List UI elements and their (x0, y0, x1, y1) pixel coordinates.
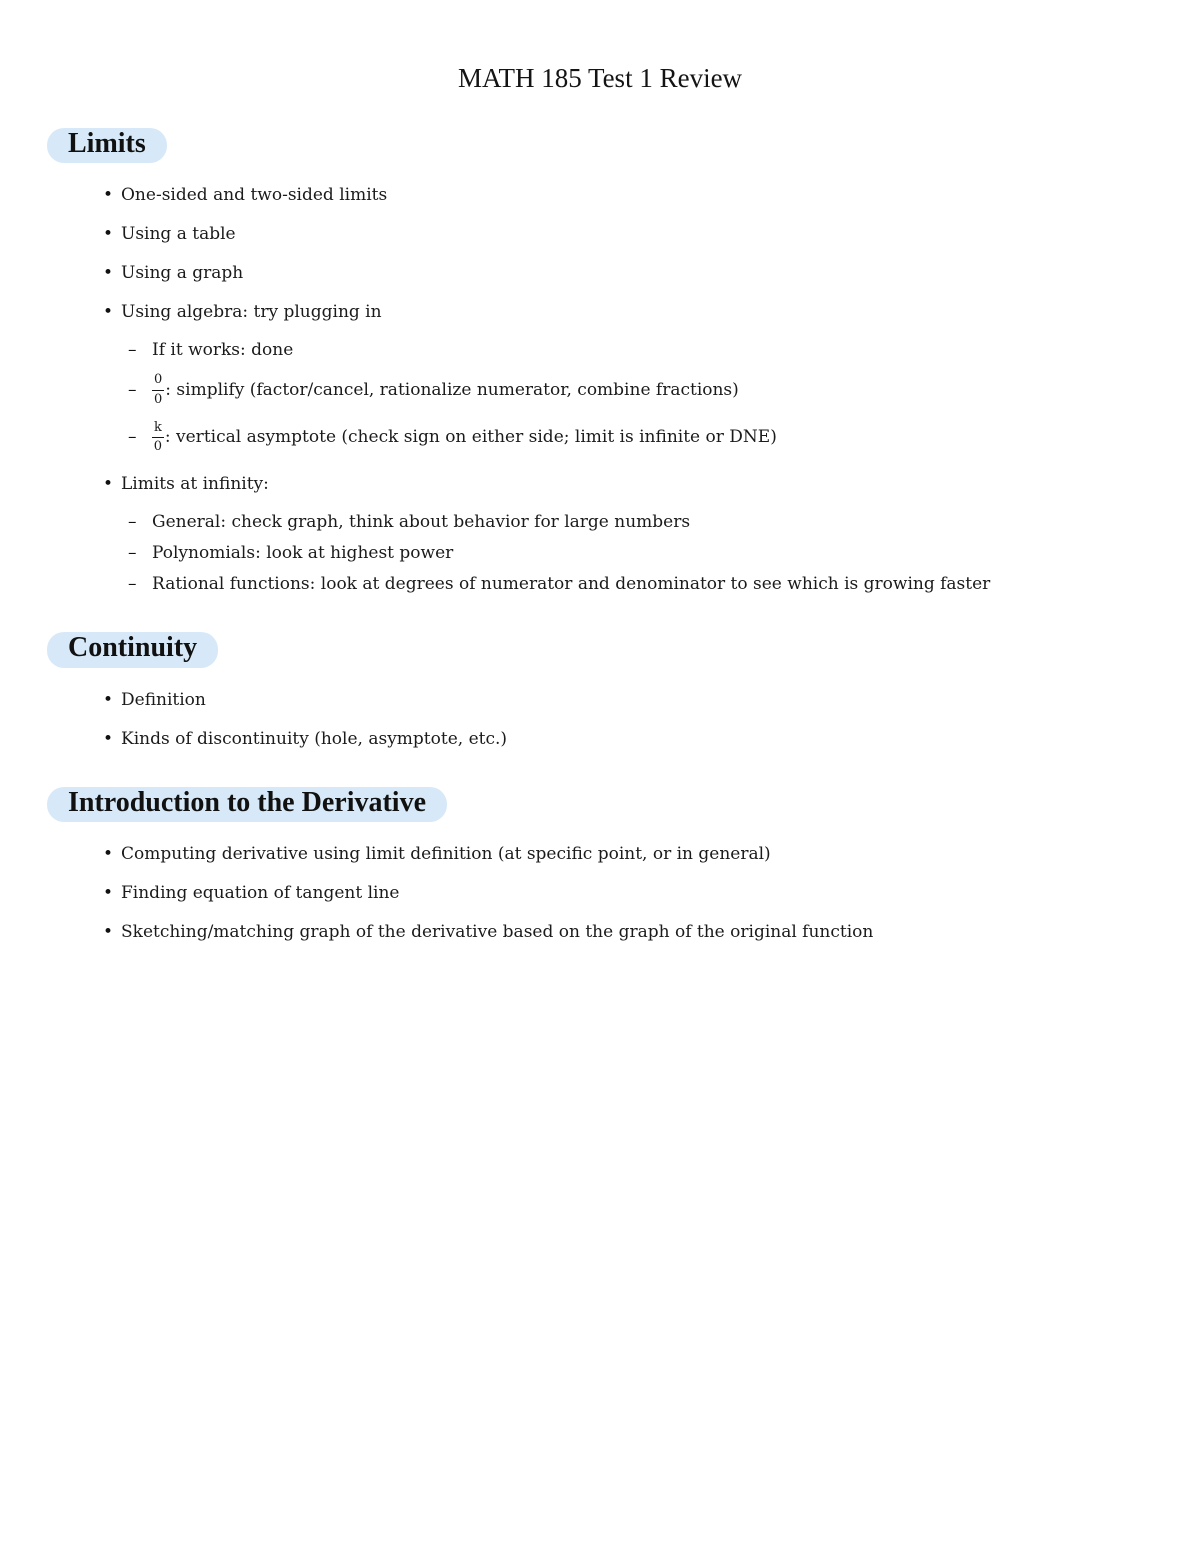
list-item (103, 225, 1140, 244)
section-continuity (0, 632, 1200, 748)
bullet-icon: • (103, 689, 114, 710)
list-item (103, 475, 1140, 594)
list-item (103, 884, 1140, 903)
sub-list-item-text: Polynomials: look at highest power (152, 543, 454, 564)
list-item (103, 923, 1140, 942)
sub-list-item (128, 513, 1140, 532)
list-item-text: Using algebra: try plugging in (121, 302, 382, 323)
list-item (103, 186, 1140, 205)
sub-list-item (128, 341, 1140, 360)
bullet-list (68, 186, 1140, 594)
bullet-icon: • (103, 728, 114, 749)
dash-icon: – (128, 340, 137, 361)
bullet-icon: • (103, 882, 114, 903)
bullet-icon: • (103, 843, 114, 864)
list-item (103, 303, 1140, 455)
section-introduction-to-the-derivative (0, 787, 1200, 942)
fraction-zero-over-zero (152, 372, 164, 408)
section-heading-continuity: Continuity (47, 632, 218, 667)
sub-list-item-text: : simplify (factor/cancel, rationalize numerator, combine fractions) (165, 379, 739, 400)
section-heading-derivative: Introduction to the Derivative (47, 787, 447, 822)
bullet-icon: • (103, 185, 114, 206)
bullet-icon: • (103, 263, 114, 284)
section-heading-row (68, 128, 1140, 163)
bullet-icon: • (103, 302, 114, 323)
list-item (103, 691, 1140, 710)
fraction-numerator: 0 (152, 372, 164, 390)
bullet-icon: • (103, 921, 114, 942)
fraction-numerator: k (152, 420, 164, 438)
fraction-denominator: 0 (153, 439, 163, 455)
list-item-text: Kinds of discontinuity (hole, asymptote, etc.) (121, 728, 508, 749)
sub-list-item-text: : vertical asymptote (check sign on either side; limit is infinite or DNE) (164, 427, 777, 448)
dash-icon: – (128, 379, 137, 400)
list-item-text: Sketching/matching graph of the derivative based on the graph of the original function (121, 921, 874, 942)
sub-list-item (128, 575, 1140, 594)
dash-icon: – (128, 512, 137, 533)
sub-list-item (128, 372, 1140, 408)
bullet-icon: • (103, 224, 114, 245)
dash-icon: – (128, 574, 137, 595)
sub-list-item (128, 544, 1140, 563)
section-limits (0, 128, 1200, 594)
sub-list-item-text: Rational functions: look at degrees of numerator and denominator to see which is growing faster (152, 574, 991, 595)
bullet-list (68, 845, 1140, 942)
list-item-text: Finding equation of tangent line (121, 882, 400, 903)
list-item-text: One-sided and two-sided limits (121, 185, 388, 206)
bullet-icon: • (103, 474, 114, 495)
list-item-text: Definition (121, 689, 206, 710)
sub-list (128, 341, 1140, 455)
fraction-k-over-zero (152, 420, 164, 456)
sub-list-item (128, 420, 1140, 456)
list-item (103, 845, 1140, 864)
list-item-text: Using a table (121, 224, 236, 245)
sub-list-item-text: If it works: done (152, 340, 294, 361)
section-heading-row (68, 787, 1140, 822)
dash-icon: – (128, 543, 137, 564)
list-item-text: Using a graph (121, 263, 244, 284)
list-item-text: Computing derivative using limit definition (at specific point, or in general) (121, 843, 771, 864)
sub-list (128, 513, 1140, 594)
fraction-denominator: 0 (154, 391, 163, 407)
list-item-text: Limits at infinity: (121, 474, 269, 495)
section-heading-row (68, 632, 1140, 667)
bullet-list (68, 691, 1140, 749)
list-item (103, 264, 1140, 283)
section-heading-limits: Limits (47, 128, 167, 163)
document-title: MATH 185 Test 1 Review (457, 63, 743, 93)
dash-icon: – (128, 427, 137, 448)
list-item (103, 730, 1140, 749)
sub-list-item-text: General: check graph, think about behavior for large numbers (152, 512, 691, 533)
